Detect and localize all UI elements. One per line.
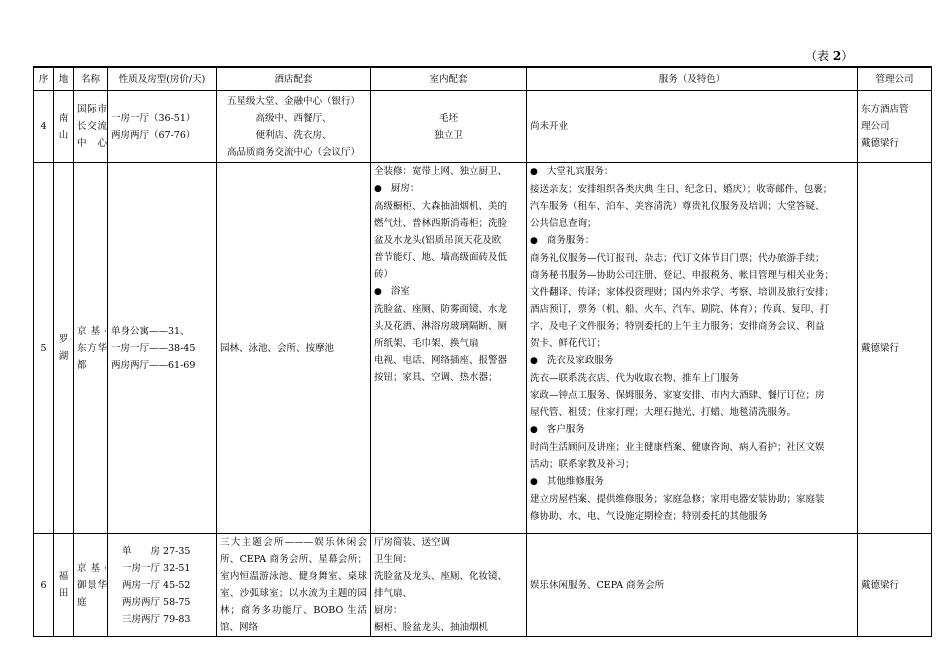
type-cell: 单 房 27-35 一房一厅 32-51 两房一厅 45-52 两房两厅 58-75 三房两厅 79-83 (108, 534, 217, 637)
mgmt-cell: 东方酒店管 理公司 戴德梁行 (858, 91, 932, 163)
service-cell: 娱乐休闲服务、CEPA 商务会所 (527, 534, 858, 637)
mgmt-cell: 戴德梁行 (858, 163, 932, 534)
hotel-cell: 五星级大堂、金融中心（银行） 高级中、西餐厅、 便利店、洗衣房、 高品质商务交流中心（会议厅） (217, 91, 371, 163)
bullet-heading: ● 商务服务： (530, 232, 854, 250)
service-cell: 尚未开业 (527, 91, 858, 163)
text-line: 接送亲友；安排组织各类庆典 生日、纪念日、婚庆）；收寄邮件、包裹； (530, 184, 833, 195)
bullet-heading: ● 浴室 (374, 283, 523, 301)
name-cell: 京基·御景华庭 (74, 534, 108, 637)
header-name: 名称 (74, 67, 108, 91)
area-cell: 福 田 (54, 534, 74, 637)
text-line: 家政—钟点工服务、保姆服务、家宴安排、市内大酒肆、餐厅订位；房 (530, 390, 825, 401)
text-line: 洗脸盆、座厕、防雾面镜、水龙 (374, 304, 508, 315)
bullet-heading: ● 大堂礼宾服务： (530, 163, 854, 181)
text-line: 商务礼仪服务—代订报刊、杂志；代订文体节目门票；代办旅游手续； (530, 253, 825, 264)
type-cell: 一房一厅（36-51） 两房两厅（67-76） (108, 91, 217, 163)
text-line: 汽车服务（租车、泊车、美容清洗）尊贵礼仪服务及培训；大堂答疑、 (530, 201, 825, 212)
bullet-heading: ● 其他维修服务 (530, 473, 854, 491)
text-line: 贺卡、鲜花代订； (530, 338, 607, 349)
text-line: 普节能灯、地、墙高级面砖及低 (374, 252, 508, 263)
text-line: 公共信息查询； (530, 218, 597, 229)
mgmt-cell: 戴德梁行 (858, 534, 932, 637)
text-line: 文件翻译、传译；家体投资理财；国内外求学、考察、培训及旅行安排； (530, 287, 835, 298)
text-line: 高级橱柜、大森抽油烟机、美的 (374, 201, 508, 212)
text-line: 商务秘书服务—协助公司注册、登记、申报税务、帐目管理与相关业务； (530, 270, 835, 281)
room-cell (371, 163, 527, 534)
header-hotel: 酒店配套 (217, 67, 371, 91)
seq-cell: 5 (34, 163, 54, 534)
table-row (34, 534, 932, 637)
text-line: 活动；联系家教及补习； (530, 459, 635, 470)
seq-cell: 4 (34, 91, 54, 163)
service-cell (527, 163, 858, 534)
bullet-heading: ● 客户服务 (530, 421, 854, 439)
name-cell: 国际市长交流中心 (74, 91, 108, 163)
text-line: 燃气灶、普林西斯消毒柜；洗脸 (374, 218, 508, 229)
text-line: 修协助、水、电、气设施定期检查；特别委托的其他服务 (530, 511, 768, 522)
text-line: 所纸架、毛巾架、换气扇 (374, 338, 479, 349)
text-line: 盆及水龙头(铝质吊顶天花及欧 (374, 235, 502, 246)
text-line: 电视、电话、网络插座、报警器 (374, 355, 508, 366)
text-line: 头及花洒、淋浴房玻璃隔断、厕 (374, 321, 508, 332)
header-service: 服务（及特色） (527, 67, 858, 91)
area-cell: 南 山 (54, 91, 74, 163)
header-mgmt: 管理公司 (858, 67, 932, 91)
table-row (34, 91, 932, 163)
header-room: 室内配套 (371, 67, 527, 91)
seq-cell: 6 (34, 534, 54, 637)
table-row (34, 163, 932, 534)
text-line: 建立房屋档案、提供维修服务；家庭急修；家用电器安装协助；家庭装 (530, 494, 825, 505)
text-line: 字、及电子文件服务；特别委托的上午主力服务；安排商务会议、利益 (530, 321, 825, 332)
type-cell: 单身公寓——31、 一房一厅——38-45 两房两厅——61-69 (108, 163, 217, 534)
text-line: 全装修：宽带上网、独立厨卫、 (374, 166, 508, 177)
property-table (33, 66, 932, 637)
bullet-heading: ● 厨房： (374, 180, 523, 198)
header-area: 地 (54, 67, 74, 91)
table-number: 2 (832, 49, 842, 63)
text-line: 洗衣—联系洗衣店、代为收取衣物、推车上门服务 (530, 373, 740, 384)
area-cell: 罗 湖 (54, 163, 74, 534)
header-row (34, 67, 932, 91)
room-cell: 厅房简装、送空调 卫生间： 洗脸盆及龙头、座厕、化妆镜、 排气扇、 厨房： 橱柜、脸盆龙头、抽油烟机 (371, 534, 527, 637)
text-line: 按钮；家具、空调、热水器； (374, 372, 498, 383)
bullet-heading: ● 洗衣及家政服务 (530, 352, 854, 370)
name-cell: 京基·东方华都 (74, 163, 108, 534)
room-cell: 毛坯 独立卫 (371, 91, 527, 163)
hotel-cell: 园林、泳池、会所、按摩池 (217, 163, 371, 534)
header-type: 性质及房型(房价/天) (108, 67, 217, 91)
hotel-cell: 三大主题会所———娱乐休闲会所、CEPA 商务会所、星幕会所；室内恒温游泳池、健身舞室、桌球室、沙弧球室；以水流为主题的园林；商务多功能厅、BOBO 生活馆、网络 (217, 534, 371, 637)
text-line: 砖） (374, 269, 394, 280)
table-number-label: （表 2） (805, 49, 854, 63)
header-seq: 序 (34, 67, 54, 91)
text-line: 酒店预订，票务（机、船、火车、汽车、剧院、体育）；传真、复印、打 (530, 304, 830, 315)
text-line: 屋代管、租赁；住家打理；大理石抛光、打蜡、地毯清洗服务。 (530, 407, 797, 418)
text-line: 时尚生活顾问及讲座；业主健康档案、健康咨询、病人看护；社区文娱 (530, 442, 825, 453)
